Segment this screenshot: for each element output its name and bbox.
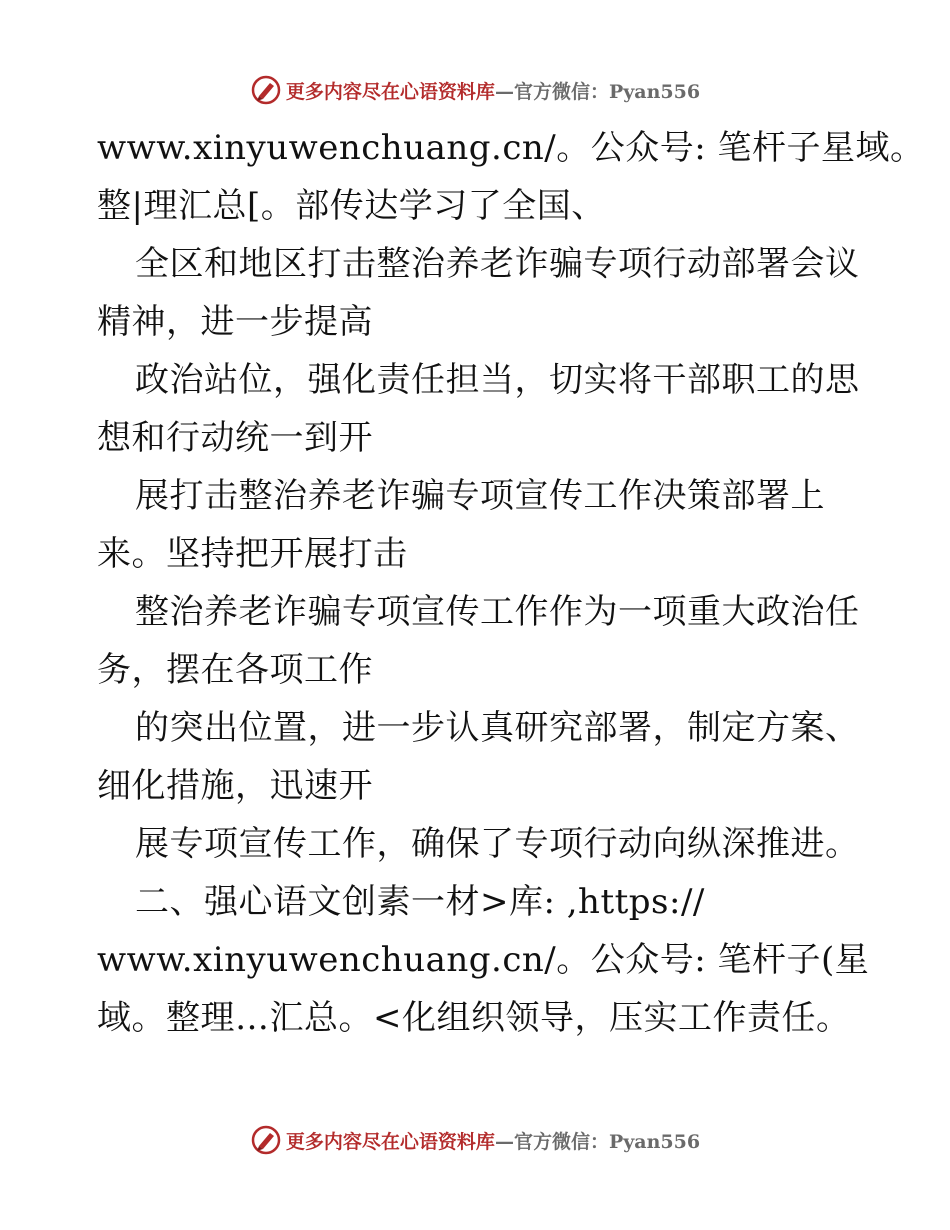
banner-wechat-text: 官方微信：Pyan556: [513, 80, 701, 103]
pen-logo-icon: [250, 74, 282, 106]
text-line: 整|理汇总[。部传达学习了全国、: [97, 186, 606, 226]
banner-text: [286, 77, 700, 104]
banner-site-text: 更多内容尽在心语资料库: [285, 80, 495, 103]
banner-text: [286, 1127, 700, 1154]
footer-watermark-banner: [0, 1120, 950, 1160]
header-watermark-banner: [0, 70, 950, 110]
text-line: 务，摆在各项工作: [97, 650, 373, 690]
banner-wechat-text: 官方微信：Pyan556: [513, 1130, 701, 1153]
text-line: 全区和地区打击整治养老诈骗专项行动部署会议: [135, 244, 860, 284]
banner-dash: —: [494, 1130, 514, 1153]
banner-dash: —: [494, 80, 514, 103]
text-line: 想和行动统一到开: [97, 418, 373, 458]
text-line: www.xinyuwenchuang.cn/。公众号: 笔杆子(星: [97, 940, 870, 980]
text-line: 政治站位，强化责任担当，切实将干部职工的思: [135, 360, 860, 400]
text-line: 展打击整治养老诈骗专项宣传工作决策部署上: [135, 476, 825, 516]
banner-site-text: 更多内容尽在心语资料库: [285, 1130, 495, 1153]
pen-logo-icon: [250, 1124, 282, 1156]
text-line: 精神，进一步提高: [97, 302, 373, 342]
text-line: 展专项宣传工作，确保了专项行动向纵深推进。: [135, 824, 860, 864]
text-line: 二、强心语文创素一材>库: ,https://: [135, 882, 705, 922]
text-line: 来。坚持把开展打击: [97, 534, 408, 574]
text-line: 的突出位置，进一步认真研究部署，制定方案、: [135, 708, 860, 748]
text-line: 细化措施，迅速开: [97, 766, 373, 806]
text-line: 整治养老诈骗专项宣传工作作为一项重大政治任: [135, 592, 860, 632]
text-line: 域。整理…汇总。<化组织领导，压实工作责任。: [97, 998, 851, 1038]
text-line: www.xinyuwenchuang.cn/。公众号: 笔杆子星域。: [97, 128, 925, 168]
